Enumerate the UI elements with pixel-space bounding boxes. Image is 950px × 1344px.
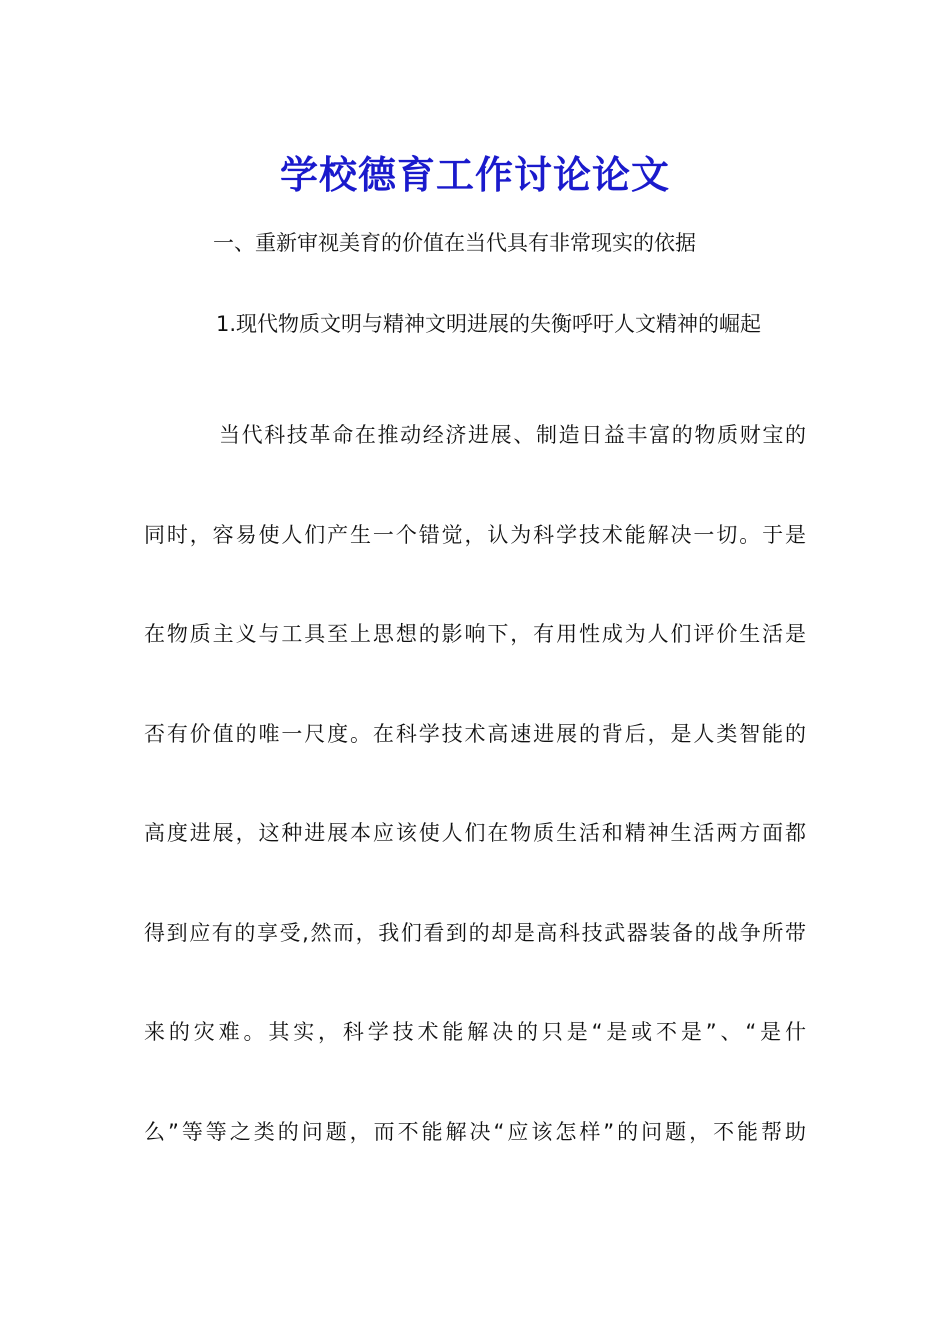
subsection-heading: 1.现代物质文明与精神文明进展的失衡呼吁人文精神的崛起 [216,312,762,336]
section-heading: 一、重新审视美育的价值在当代具有非常现实的依据 [213,231,696,255]
paragraph-line: 么”等等之类的问题，而不能解决“应该怎样”的问题，不能帮助 [144,1119,806,1144]
paragraph-line: 来的灾难。其实，科学技术能解决的只是“是或不是”、“是什 [144,1020,806,1044]
body-paragraph [144,386,806,1182]
paragraph-line: 否有价值的唯一尺度。在科学技术高速进展的背后，是人类智能的 [144,721,806,746]
paragraph-line: 高度进展，这种进展本应该使人们在物质生活和精神生活两方面都 [144,821,806,845]
document-title: 学校德育工作讨论论文 [279,152,670,198]
paragraph-line: 得到应有的享受,然而，我们看到的却是高科技武器装备的战争所带 [144,920,806,945]
paragraph-line: 在物质主义与工具至上思想的影响下，有用性成为人们评价生活是 [144,622,806,646]
paragraph-line: 同时，容易使人们产生一个错觉，认为科学技术能解决一切。于是 [144,522,806,547]
paragraph-line: 当代科技革命在推动经济进展、制造日益丰富的物质财宝的 [219,423,806,447]
